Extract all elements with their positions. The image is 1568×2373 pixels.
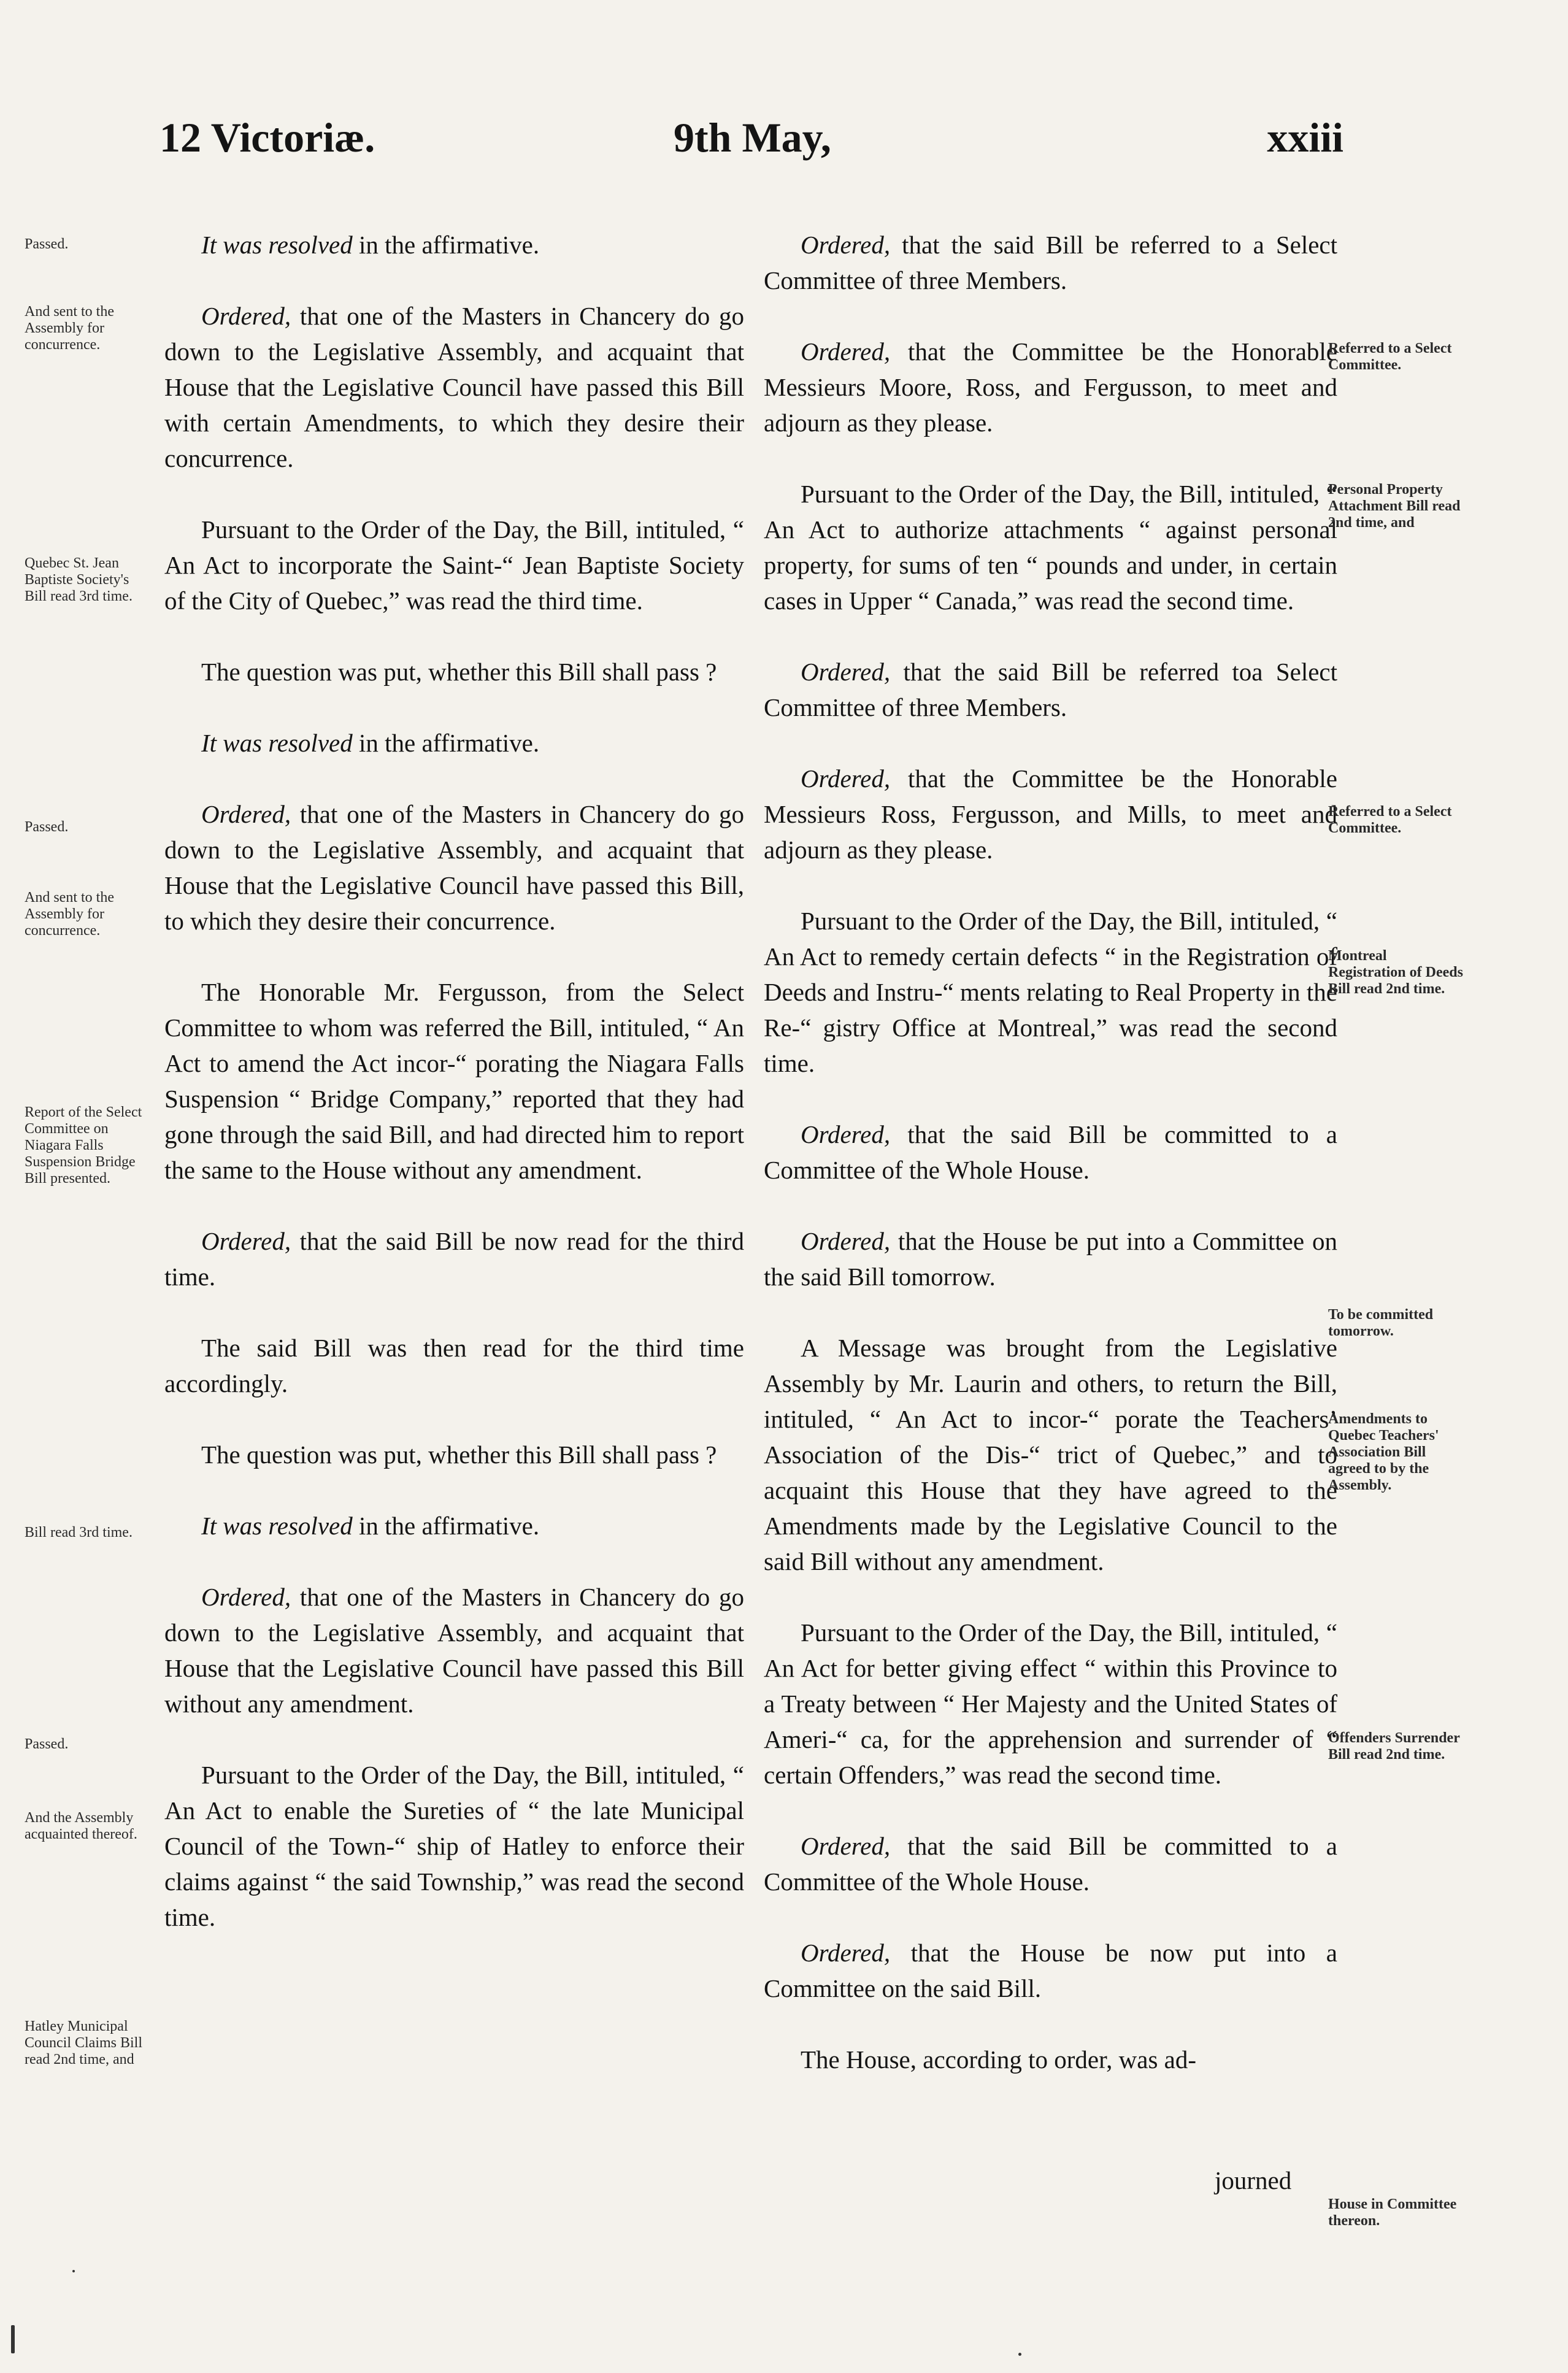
margin-note: Montreal Registration of Deeds Bill read 2nd time. [1328,948,1463,997]
paragraph: A Message was brought from the Legislative Assembly by Mr. Laurin and others, to return the Bill, intituled, “ An Act to incor-“ porate the Teachers’ Association of the Dis-“ trict of Quebec,” and to acquaint this House that they have agreed to the Amendments made by the Legislative Council to the said Bill without any amendment. [764,1334,1337,1575]
margin-note: Offenders Surrender Bill read 2nd time. [1328,1730,1460,1763]
running-header [159,113,1343,181]
paragraph: The Honorable Mr. Fergusson, from the Select Committee to whom was referred the Bill, intituled, “ An Act to amend the Act incor-“ porating the Niagara Falls Suspension “ Bridge Company,” reported that they had gone through the said Bill, and had directed him to report the same to the House without any amendment. [164,978,744,1184]
margin-note: Passed. [25,236,69,252]
margin-note: And sent to the Assembly for concurrence. [25,304,114,353]
paragraph: Ordered, that the said Bill be committed to a Committee of the Whole House. [764,1120,1337,1184]
paragraph: Ordered, that the Committee be the Honorable Messieurs Moore, Ross, and Fergusson, to meet and adjourn as they please. [764,337,1337,437]
paragraph: Ordered, that the said Bill be referred to a Select Committee of three Members. [764,231,1337,294]
header-regnal-year: 12 Victoriæ. [159,114,375,161]
paragraph: Ordered, that the House be put into a Committee on the said Bill tomorrow. [764,1227,1337,1291]
paragraph: Pursuant to the Order of the Day, the Bill, intituled, “ An Act to enable the Sureties of “ the late Municipal Council of the Town-“ ship of Hatley to enforce their claims against “ the said Township,” was read the second time. [164,1761,744,1931]
paragraph: Ordered, that one of the Masters in Chancery do go down to the Legislative Assembly, and acquaint that House that the Legislative Council have passed this Bill, to which they desire their concurrence. [164,800,744,935]
paragraph: Pursuant to the Order of the Day, the Bill, intituled, “ An Act to remedy certain defects “ in the Registration of Deeds and Instru-“ ments relating to Real Property in the Re-“ gistry Office at Montreal,” was read the second time. [764,907,1337,1077]
scan-speck [11,2325,15,2353]
paragraph: Ordered, that the said Bill be referred toa Select Committee of three Members. [764,658,1337,721]
margin-note: Referred to a Select Committee. [1328,340,1452,373]
header-date: 9th May, [674,114,831,161]
scan-speck [1018,2353,1021,2356]
paragraph: The question was put, whether this Bill shall pass ? [201,1440,717,1469]
paragraph: It was resolved in the affirmative. [201,729,540,757]
paragraph: The said Bill was then read for the third time accordingly. [164,1334,744,1398]
paragraph: Ordered, that one of the Masters in Chancery do go down to the Legislative Assembly, and acquaint that House that the Legislative Council have passed this Bill without any amendment. [164,1583,744,1718]
paragraph: Ordered, that the House be now put into a Committee on the said Bill. [764,1939,1337,2002]
margin-note: Hatley Municipal Council Claims Bill read 2nd time, and [25,2018,143,2067]
paragraph: Ordered, that the Committee be the Honorable Messieurs Ross, Fergusson, and Mills, to meet and adjourn as they please. [764,764,1337,864]
margin-note: Report of the Select Committee on Niagara Falls Suspension Bridge Bill presented. [25,1104,142,1186]
margin-note: Passed. [25,1736,69,1752]
margin-note: Referred to a Select Committee. [1328,804,1452,836]
margin-note: Passed. [25,819,69,835]
margin-note: Quebec St. Jean Baptiste Society's Bill read 3rd time. [25,555,133,604]
paragraph: Pursuant to the Order of the Day, the Bill, intituled, “ An Act for better giving effect “ within this Province to a Treaty between “ Her Majesty and the United States of Ameri-“ ca, for the apprehension and surrender of “ certain Offenders,” was read the second time. [764,1618,1337,1789]
margin-note: Amendments to Quebec Teachers' Association Bill agreed to by the Assembly. [1328,1411,1439,1493]
paragraph: Pursuant to the Order of the Day, the Bill, intituled, “ An Act to authorize attachments “ against personal property, for sums of ten “ pounds and under, in certain cases in Upper “ Canada,” was read the second time. [764,480,1337,615]
right-text-column [764,227,1337,2077]
catchword: journed [1215,2166,1292,2194]
paragraph: The question was put, whether this Bill shall pass ? [201,658,717,686]
header-page-number: xxiii [1267,114,1343,161]
scan-speck [72,2270,75,2272]
margin-note: Bill read 3rd time. [25,1525,133,1540]
margin-note: And sent to the Assembly for concurrence. [25,890,114,939]
paragraph: It was resolved in the affirmative. [201,231,540,259]
paragraph: It was resolved in the affirmative. [201,1512,540,1540]
paragraph: Pursuant to the Order of the Day, the Bill, intituled, “ An Act to incorporate the Saint-“ Jean Baptiste Society of the City of Quebec,” was read the third time. [164,515,744,615]
left-text-column [164,227,744,1935]
paragraph: Ordered, that the said Bill be now read for the third time. [164,1227,744,1291]
paragraph: Ordered, that the said Bill be committed to a Committee of the Whole House. [764,1832,1337,1896]
margin-note: Personal Property Attachment Bill read 2nd time, and [1328,482,1461,531]
margin-note: House in Committee thereon. [1328,2196,1457,2229]
paragraph: Ordered, that one of the Masters in Chancery do go down to the Legislative Assembly, and acquaint that House that the Legislative Council have passed this Bill with certain Amendments, to which they desire their concurrence. [164,302,744,472]
margin-note: To be committed tomorrow. [1328,1307,1434,1339]
paragraph: The House, according to order, was ad- [801,2045,1197,2074]
margin-note: And the Assembly acquainted thereof. [25,1810,137,1842]
